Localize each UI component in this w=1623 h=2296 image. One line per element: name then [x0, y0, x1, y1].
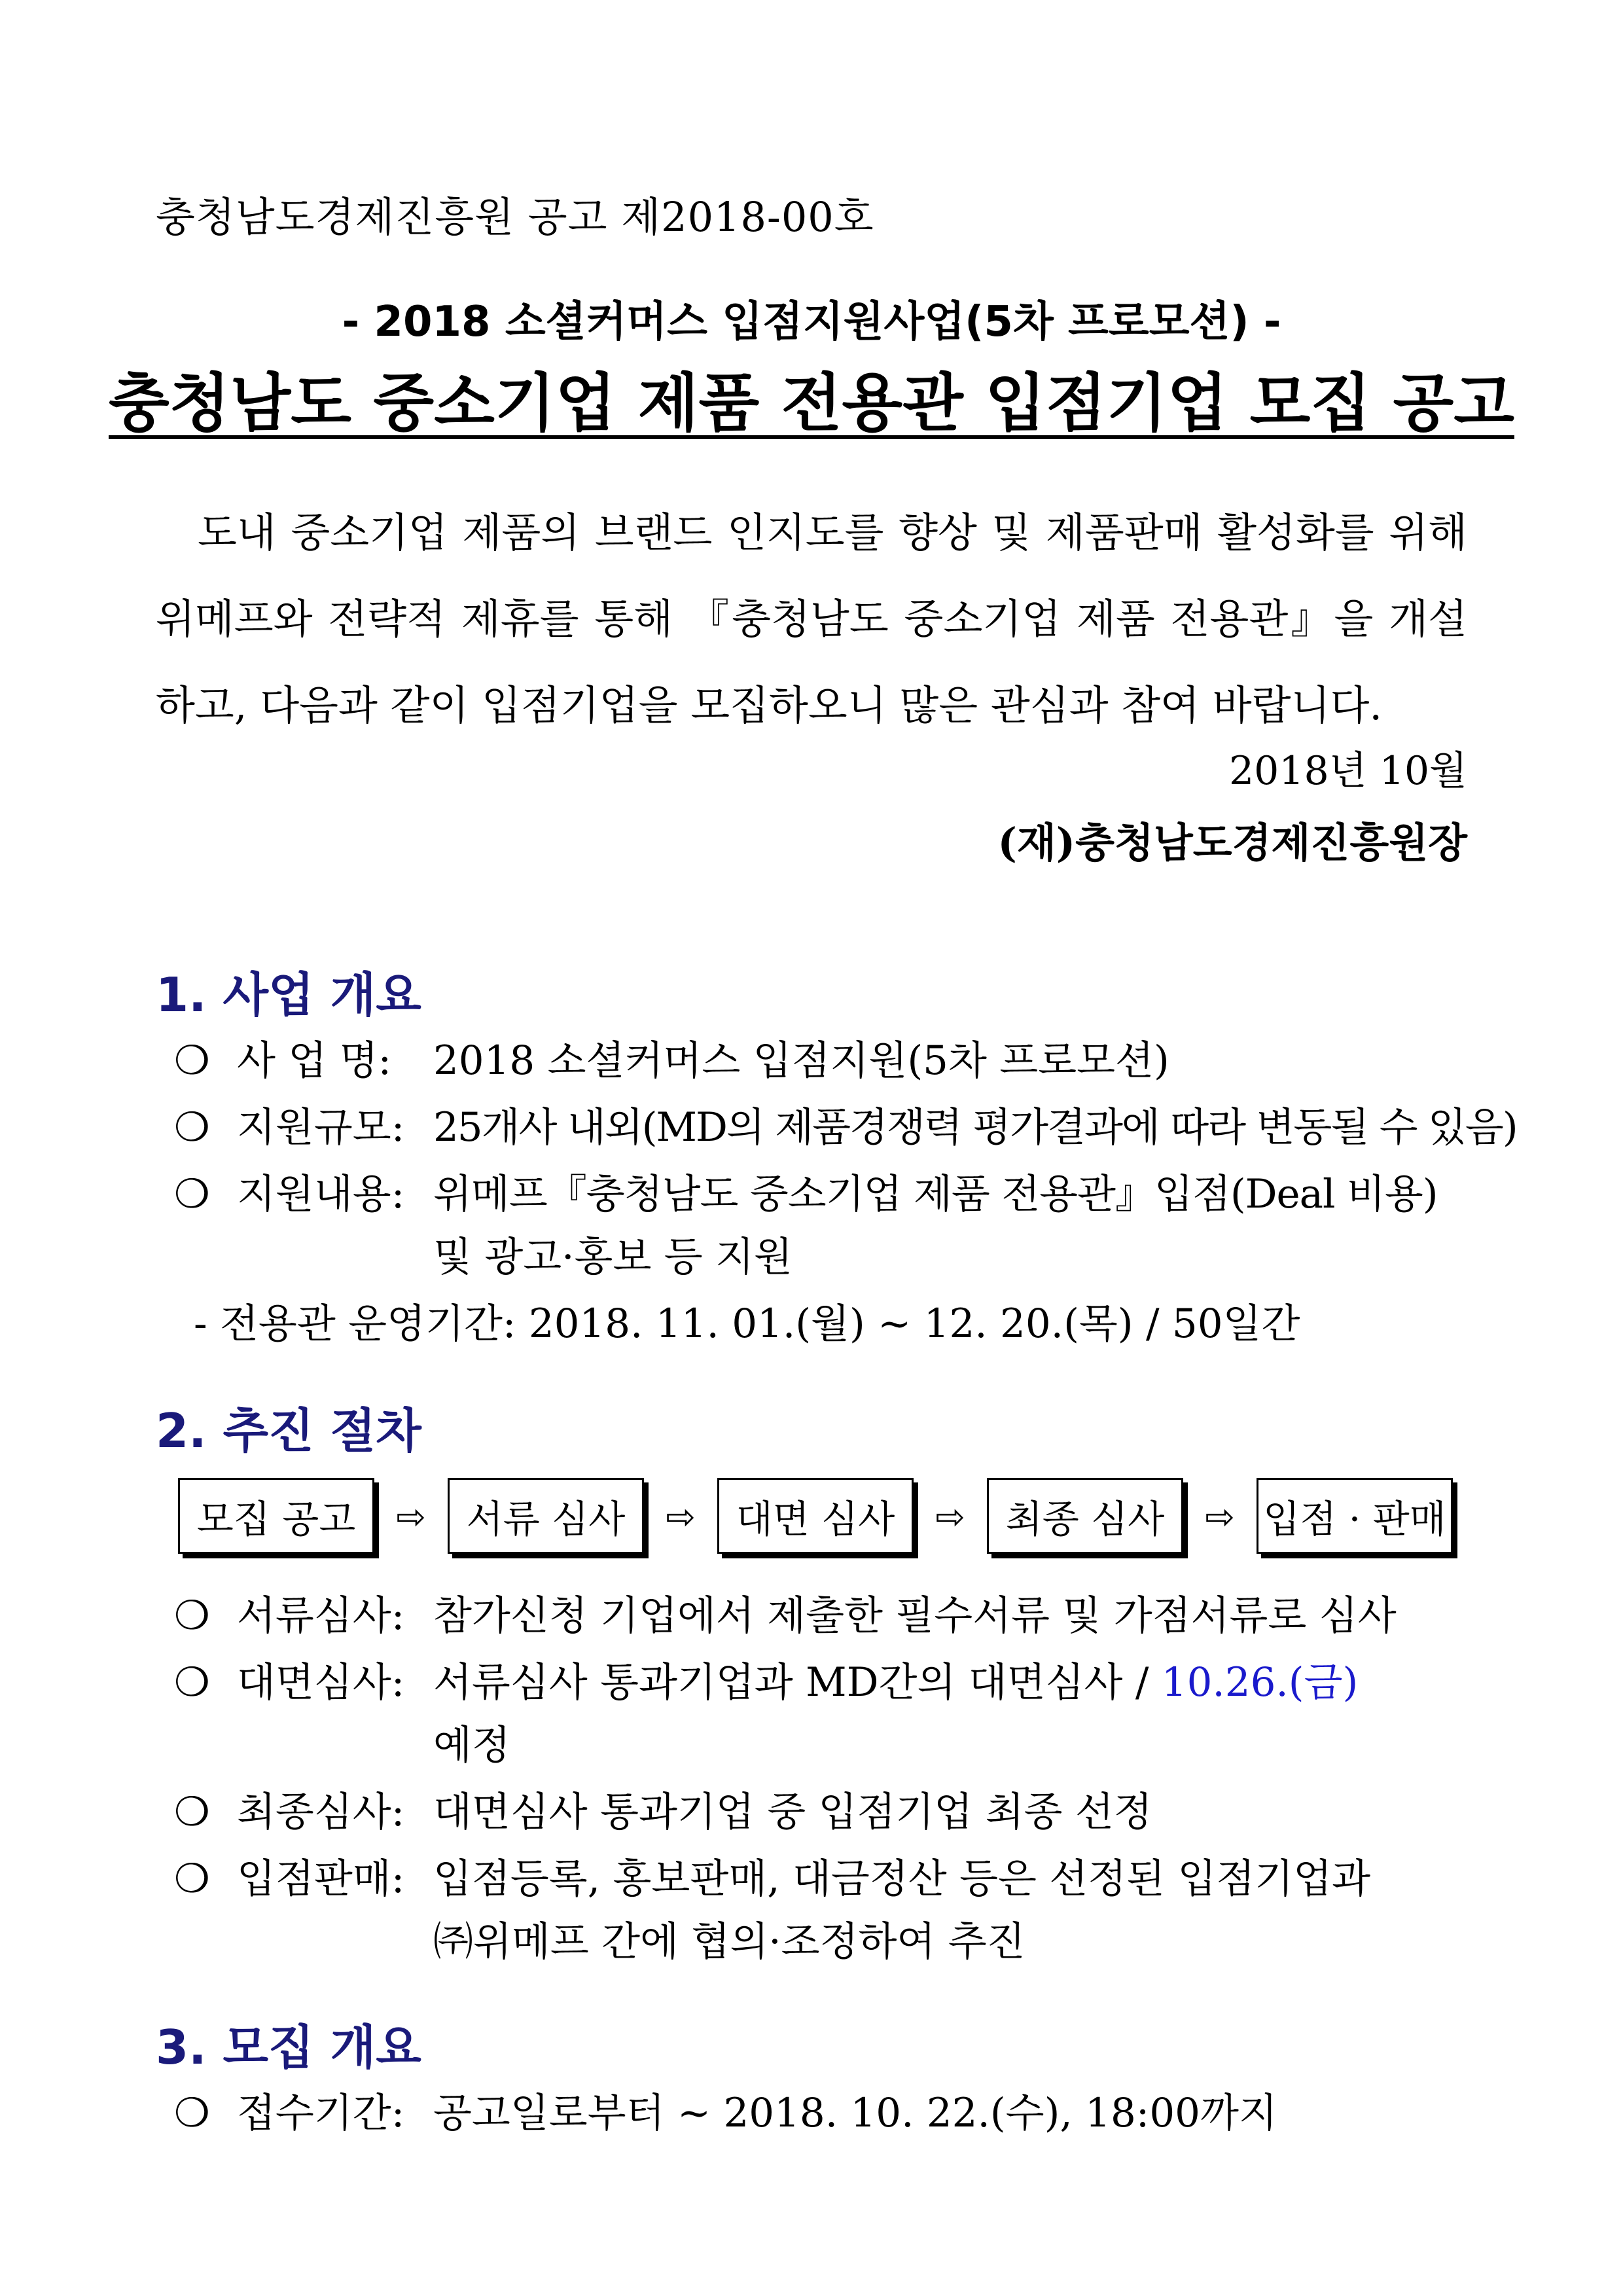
item-label: 접수기간:	[237, 2090, 405, 2136]
arrow-right-icon: ⇨	[1205, 1496, 1235, 1537]
item-value: 2018 소셜커머스 입점지원(5차 프로모션)	[433, 1037, 1169, 1084]
section1-item-2	[174, 1096, 1517, 1153]
item-label: 최종심사:	[237, 1789, 405, 1835]
item-value: 입점등록, 홍보판매, 대금정산 등은 선정된 입점기업과	[433, 1856, 1371, 1902]
section1-item-3	[174, 1162, 1438, 1219]
bullet-icon: ❍	[174, 1789, 210, 1835]
flow-step-recruitment: 모집 공고	[178, 1478, 374, 1554]
flow-step-final-review: 최종 심사	[987, 1478, 1183, 1554]
section1-item-3-continuation: 및 광고·홍보 등 지원	[433, 1234, 793, 1280]
item-label: 입점판매:	[237, 1856, 405, 1902]
section2-item-1	[174, 1584, 1397, 1641]
bullet-icon: ❍	[174, 1592, 210, 1639]
process-flow	[178, 1478, 1453, 1562]
section1-heading: 1. 사업 개요	[156, 967, 421, 1022]
section2-item-2	[174, 1651, 1358, 1708]
item-label: 사 업 명:	[237, 1037, 392, 1084]
issuer-name: (재)충청남도경제진흥원장	[997, 819, 1467, 867]
bullet-icon: ❍	[174, 1104, 210, 1151]
flow-step-document-review: 서류 심사	[448, 1478, 644, 1554]
item-value: 참가신청 기업에서 제출한 필수서류 및 가점서류로 심사	[433, 1592, 1397, 1639]
item-value: 25개사 내외(MD의 제품경쟁력 평가결과에 따라 변동될 수 있음)	[433, 1104, 1517, 1151]
item-value: 서류심사 통과기업과 MD간의 대면심사 /	[433, 1659, 1162, 1706]
notice-number: 충청남도경제진흥원 공고 제2018-00호	[156, 193, 874, 241]
arrow-right-icon: ⇨	[396, 1496, 426, 1537]
interview-date-highlight: 10.26.(금)	[1161, 1659, 1359, 1706]
section2-item-2-continuation: 예정	[433, 1722, 510, 1768]
item-label: 대면심사:	[237, 1659, 405, 1706]
flow-step-interview: 대면 심사	[717, 1478, 914, 1554]
bullet-icon: ❍	[174, 1037, 210, 1084]
item-label: 지원내용:	[237, 1171, 405, 1217]
arrow-right-icon: ⇨	[935, 1496, 965, 1537]
intro-paragraph: 도내 중소기업 제품의 브랜드 인지도를 향상 및 제품판매 활성화를 위해 위메프와 전략적 제휴를 통해 『충청남도 중소기업 제품 전용관』을 개설하고, 다음과 같이 입점기업을 모집하오니 많은 관심과 참여 바랍니다.	[156, 509, 1467, 729]
bullet-icon: ❍	[174, 1659, 210, 1706]
bullet-icon: ❍	[174, 1171, 210, 1217]
bullet-icon: ❍	[174, 2090, 210, 2136]
bullet-icon: ❍	[174, 1856, 210, 1902]
page-title-text: 충청남도 중소기업 제품 전용관 입점기업 모집 공고	[109, 367, 1514, 440]
section1-sub-item: - 전용관 운영기간: 2018. 11. 01.(월) ~ 12. 20.(목) / 50일간	[194, 1300, 1300, 1347]
item-value: 공고일로부터 ~ 2018. 10. 22.(수), 18:00까지	[433, 2090, 1277, 2136]
section2-heading: 2. 추진 절차	[156, 1403, 421, 1458]
item-value: 위메프『충청남도 중소기업 제품 전용관』입점(Deal 비용)	[433, 1171, 1438, 1217]
arrow-right-icon: ⇨	[666, 1496, 696, 1537]
section2-item-4-continuation: ㈜위메프 간에 협의·조정하여 추진	[433, 1918, 1026, 1965]
section1-item-1	[174, 1029, 1169, 1086]
flow-step-listing-sales: 입점 · 판매	[1257, 1478, 1453, 1554]
section2-item-3	[174, 1780, 1152, 1837]
item-value: 대면심사 통과기업 중 입점기업 최종 선정	[433, 1789, 1152, 1835]
section3-heading: 3. 모집 개요	[156, 2020, 421, 2075]
section2-item-4	[174, 1847, 1370, 1904]
item-label: 지원규모:	[237, 1104, 405, 1151]
item-label: 서류심사:	[237, 1592, 405, 1639]
page-title	[0, 353, 1623, 443]
notice-subtitle: - 2018 소셜커머스 입점지원사업(5차 프로모션) -	[342, 298, 1281, 346]
section3-item-1	[174, 2081, 1277, 2138]
notice-date: 2018년 10월	[1228, 748, 1467, 794]
